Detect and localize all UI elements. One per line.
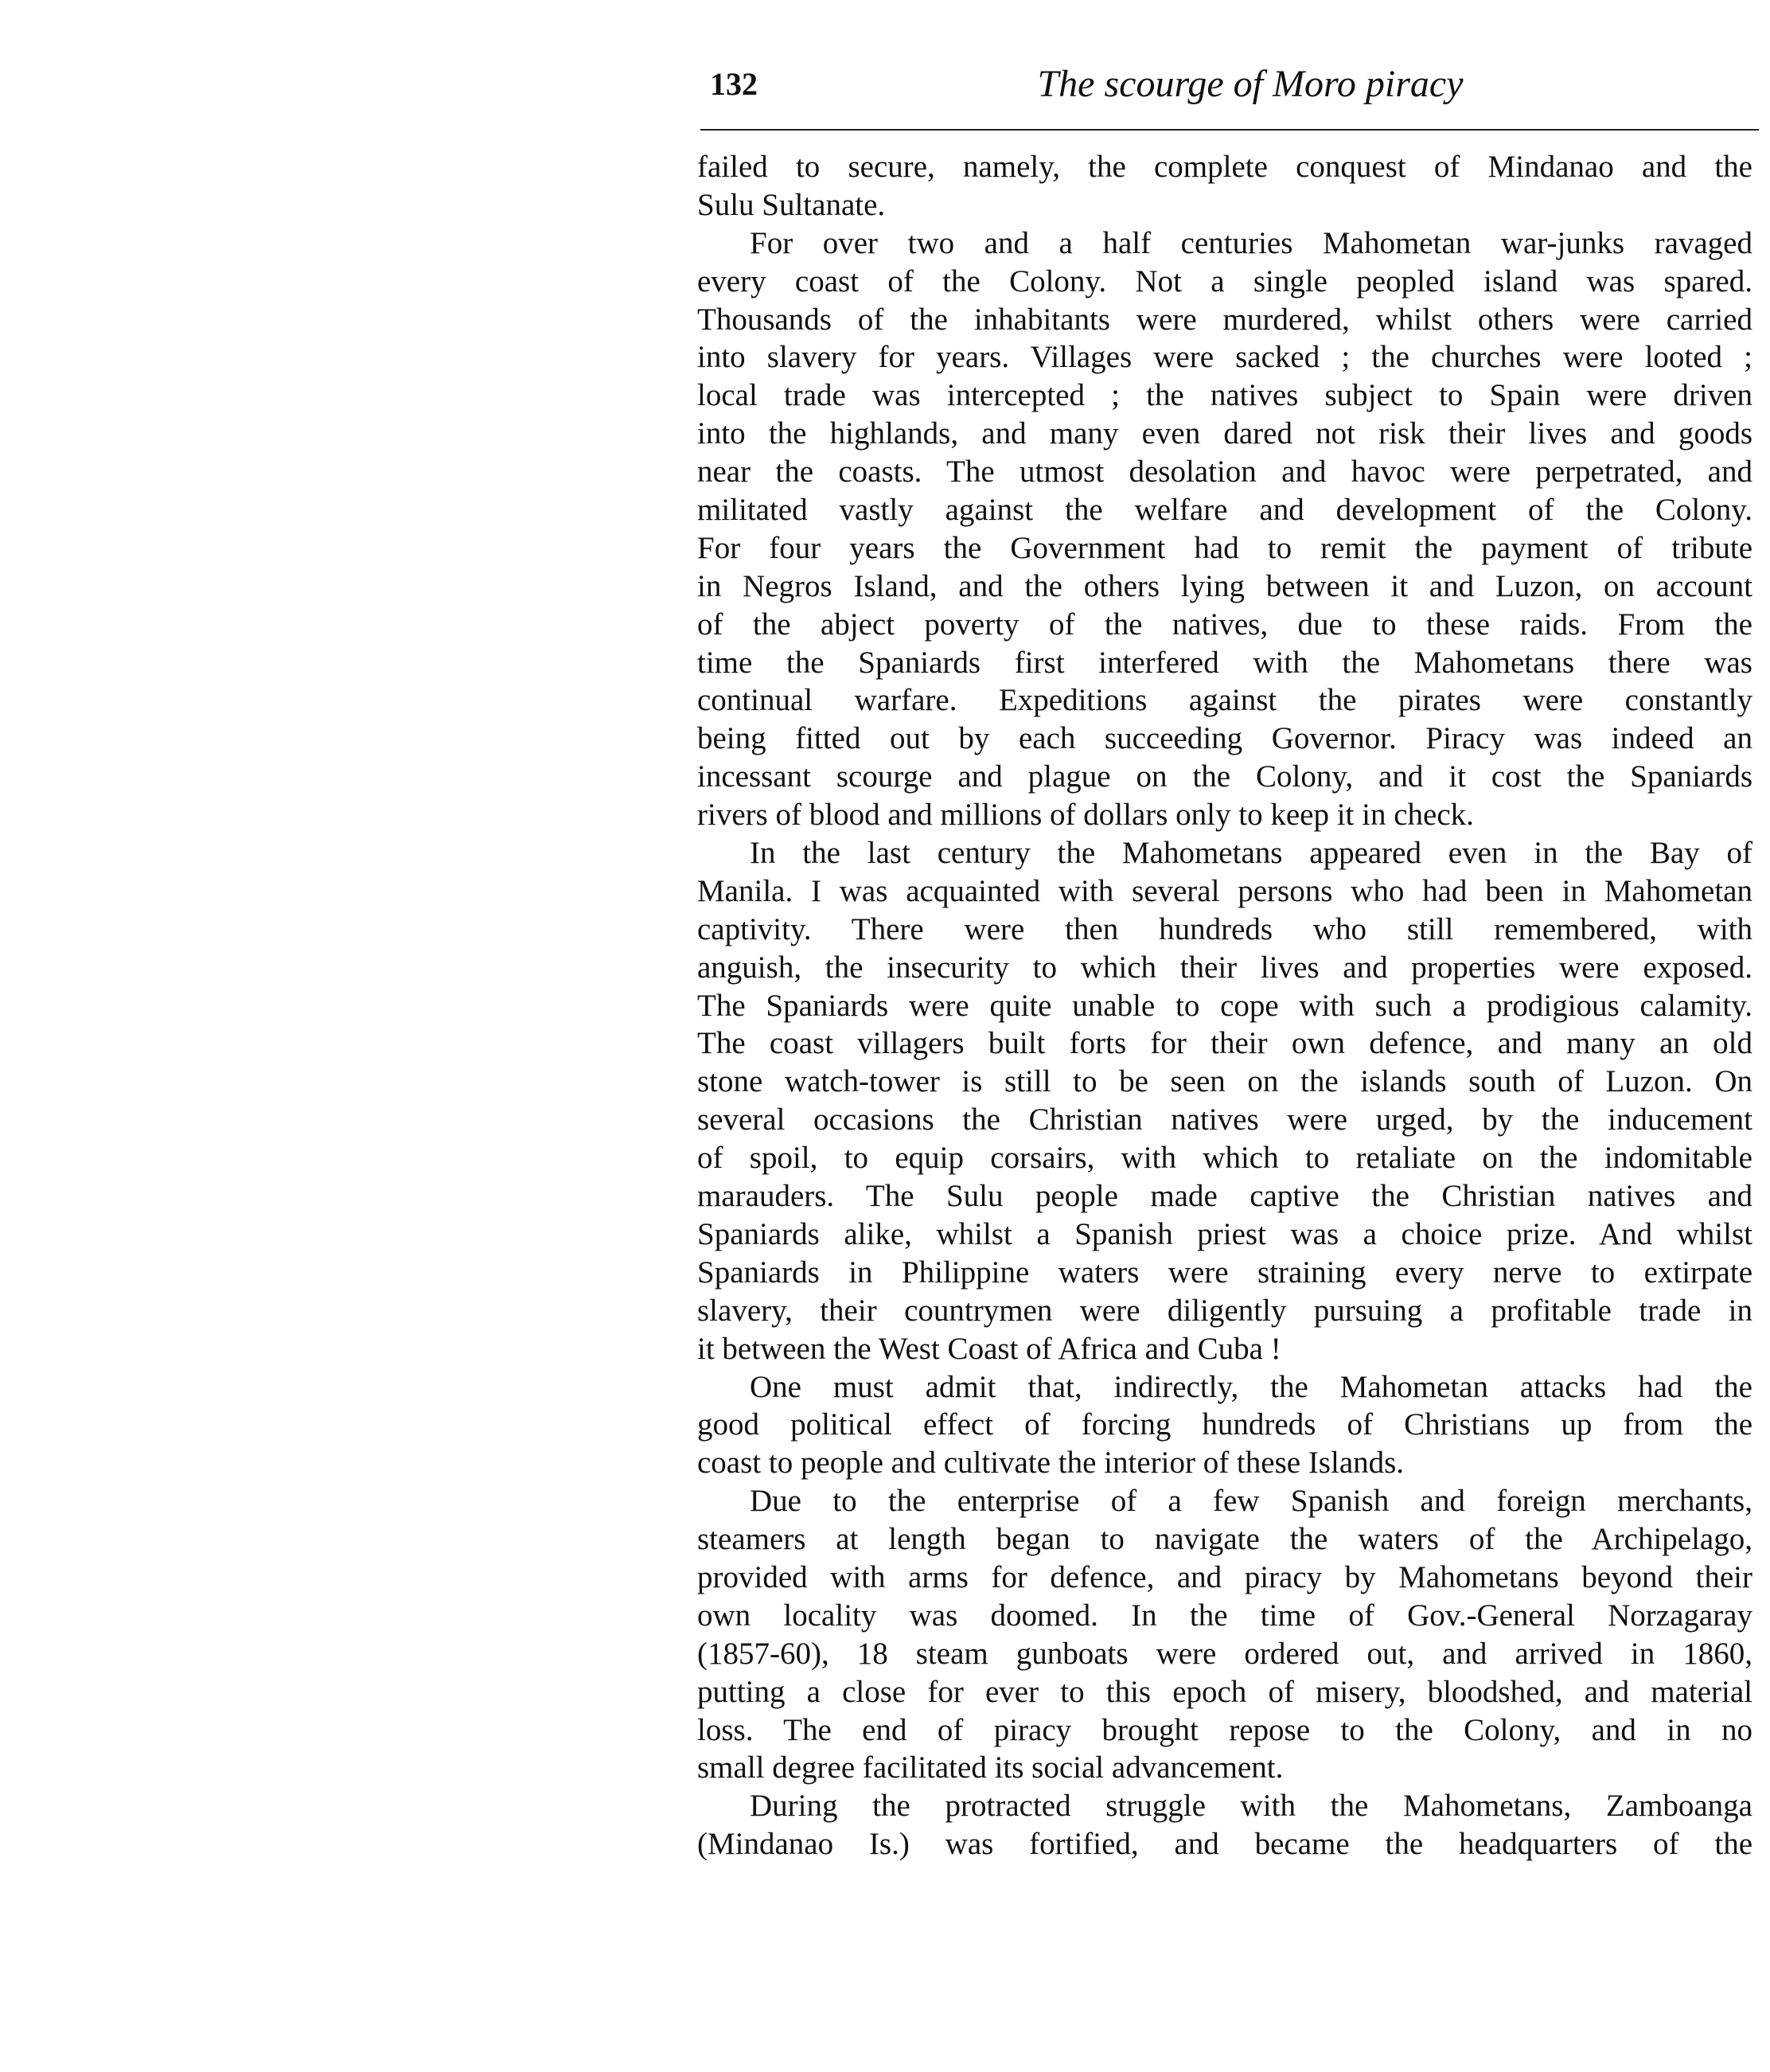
- text-line: small degree facilitated its social advancement.: [697, 1750, 1284, 1785]
- text-line: steamers at length began to navigate the waters of the Archipelago,: [697, 1522, 1752, 1557]
- body-text: [697, 148, 1752, 1863]
- text-line: into slavery for years. Villages were sacked ; the churches were looted ;: [697, 340, 1752, 375]
- text-line: Due to the enterprise of a few Spanish and foreign merchants,: [750, 1484, 1752, 1519]
- text-line: coast to people and cultivate the interior of these Islands.: [697, 1446, 1405, 1481]
- page-number: 132: [710, 66, 758, 102]
- text-line: every coast of the Colony. Not a single peopled island was spared.: [697, 263, 1752, 299]
- paragraph: [697, 148, 1752, 224]
- text-line: of the abject poverty of the natives, due to these raids. From the: [697, 607, 1752, 642]
- text-line: loss. The end of piracy brought repose to the Colony, and in no: [697, 1712, 1752, 1747]
- text-line: own locality was doomed. In the time of Gov.-General Norzagaray: [697, 1598, 1752, 1633]
- text-line: The Spaniards were quite unable to cope with such a prodigious calamity.: [697, 988, 1752, 1023]
- text-line: time the Spaniards first interfered with the Mahometans there was: [697, 645, 1752, 680]
- text-line: Manila. I was acquainted with several persons who had been in Mahometan: [697, 873, 1752, 908]
- text-line: being fitted out by each succeeding Governor. Piracy was indeed an: [697, 721, 1752, 756]
- paragraph: [697, 1787, 1752, 1863]
- text-line: In the last century the Mahometans appeared even in the Bay of: [750, 836, 1752, 871]
- text-line: One must admit that, indirectly, the Mahometan attacks had the: [750, 1369, 1752, 1404]
- text-line: anguish, the insecurity to which their lives and properties were exposed.: [697, 950, 1752, 985]
- text-line: several occasions the Christian natives were urged, by the inducement: [697, 1102, 1752, 1137]
- text-line: Spaniards in Philippine waters were straining every nerve to extirpate: [697, 1255, 1752, 1290]
- text-line: Spaniards alike, whilst a Spanish priest was a choice prize. And whilst: [697, 1216, 1752, 1251]
- text-line: Sulu Sultanate.: [697, 187, 886, 222]
- text-line: For four years the Government had to remit the payment of tribute: [697, 530, 1752, 565]
- text-line: militated vastly against the welfare and development of the Colony.: [697, 493, 1752, 528]
- text-line: (Mindanao Is.) was fortified, and became the headquarters of the: [697, 1827, 1752, 1862]
- paragraph: [697, 224, 1752, 834]
- text-line: good political effect of forcing hundreds of Christians up from the: [697, 1407, 1752, 1442]
- text-line: it between the West Coast of Africa and Cuba !: [697, 1331, 1281, 1366]
- text-line: putting a close for ever to this epoch of misery, bloodshed, and material: [697, 1674, 1752, 1709]
- text-line: incessant scourge and plague on the Colony, and it cost the Spaniards: [697, 759, 1752, 794]
- text-line: captivity. There were then hundreds who still remembered, with: [697, 911, 1752, 946]
- paragraph: [697, 1482, 1752, 1787]
- text-line: in Negros Island, and the others lying between it and Luzon, on account: [697, 568, 1752, 603]
- text-line: rivers of blood and millions of dollars only to keep it in check.: [697, 798, 1474, 833]
- text-line: slavery, their countrymen were diligently pursuing a profitable trade in: [697, 1293, 1752, 1328]
- running-title: The scourge of Moro piracy: [1037, 63, 1464, 105]
- paragraph: [697, 834, 1752, 1368]
- text-line: The coast villagers built forts for their own defence, and many an old: [697, 1026, 1752, 1061]
- text-line: provided with arms for defence, and piracy by Mahometans beyond their: [697, 1559, 1752, 1594]
- paragraph: [697, 1368, 1752, 1483]
- text-line: marauders. The Sulu people made captive the Christian natives and: [697, 1179, 1752, 1214]
- text-line: Thousands of the inhabitants were murdered, whilst others were carried: [697, 302, 1752, 337]
- text-line: For over two and a half centuries Mahometan war-junks ravaged: [750, 225, 1752, 260]
- text-line: local trade was intercepted ; the natives subject to Spain were driven: [697, 378, 1752, 413]
- text-line: of spoil, to equip corsairs, with which to retaliate on the indomitable: [697, 1141, 1752, 1176]
- text-line: continual warfare. Expeditions against the pirates were constantly: [697, 683, 1752, 718]
- text-line: (1857-60), 18 steam gunboats were ordered out, and arrived in 1860,: [697, 1636, 1752, 1671]
- header-rule: [700, 129, 1759, 131]
- text-line: stone watch-tower is still to be seen on the islands south of Luzon. On: [697, 1064, 1752, 1099]
- text-line: failed to secure, namely, the complete conquest of Mindanao and the: [697, 150, 1752, 184]
- text-line: near the coasts. The utmost desolation and havoc were perpetrated, and: [697, 455, 1752, 490]
- running-header: [700, 65, 1752, 113]
- text-line: During the protracted struggle with the Mahometans, Zamboanga: [750, 1789, 1752, 1824]
- text-line: into the highlands, and many even dared not risk their lives and goods: [697, 416, 1752, 451]
